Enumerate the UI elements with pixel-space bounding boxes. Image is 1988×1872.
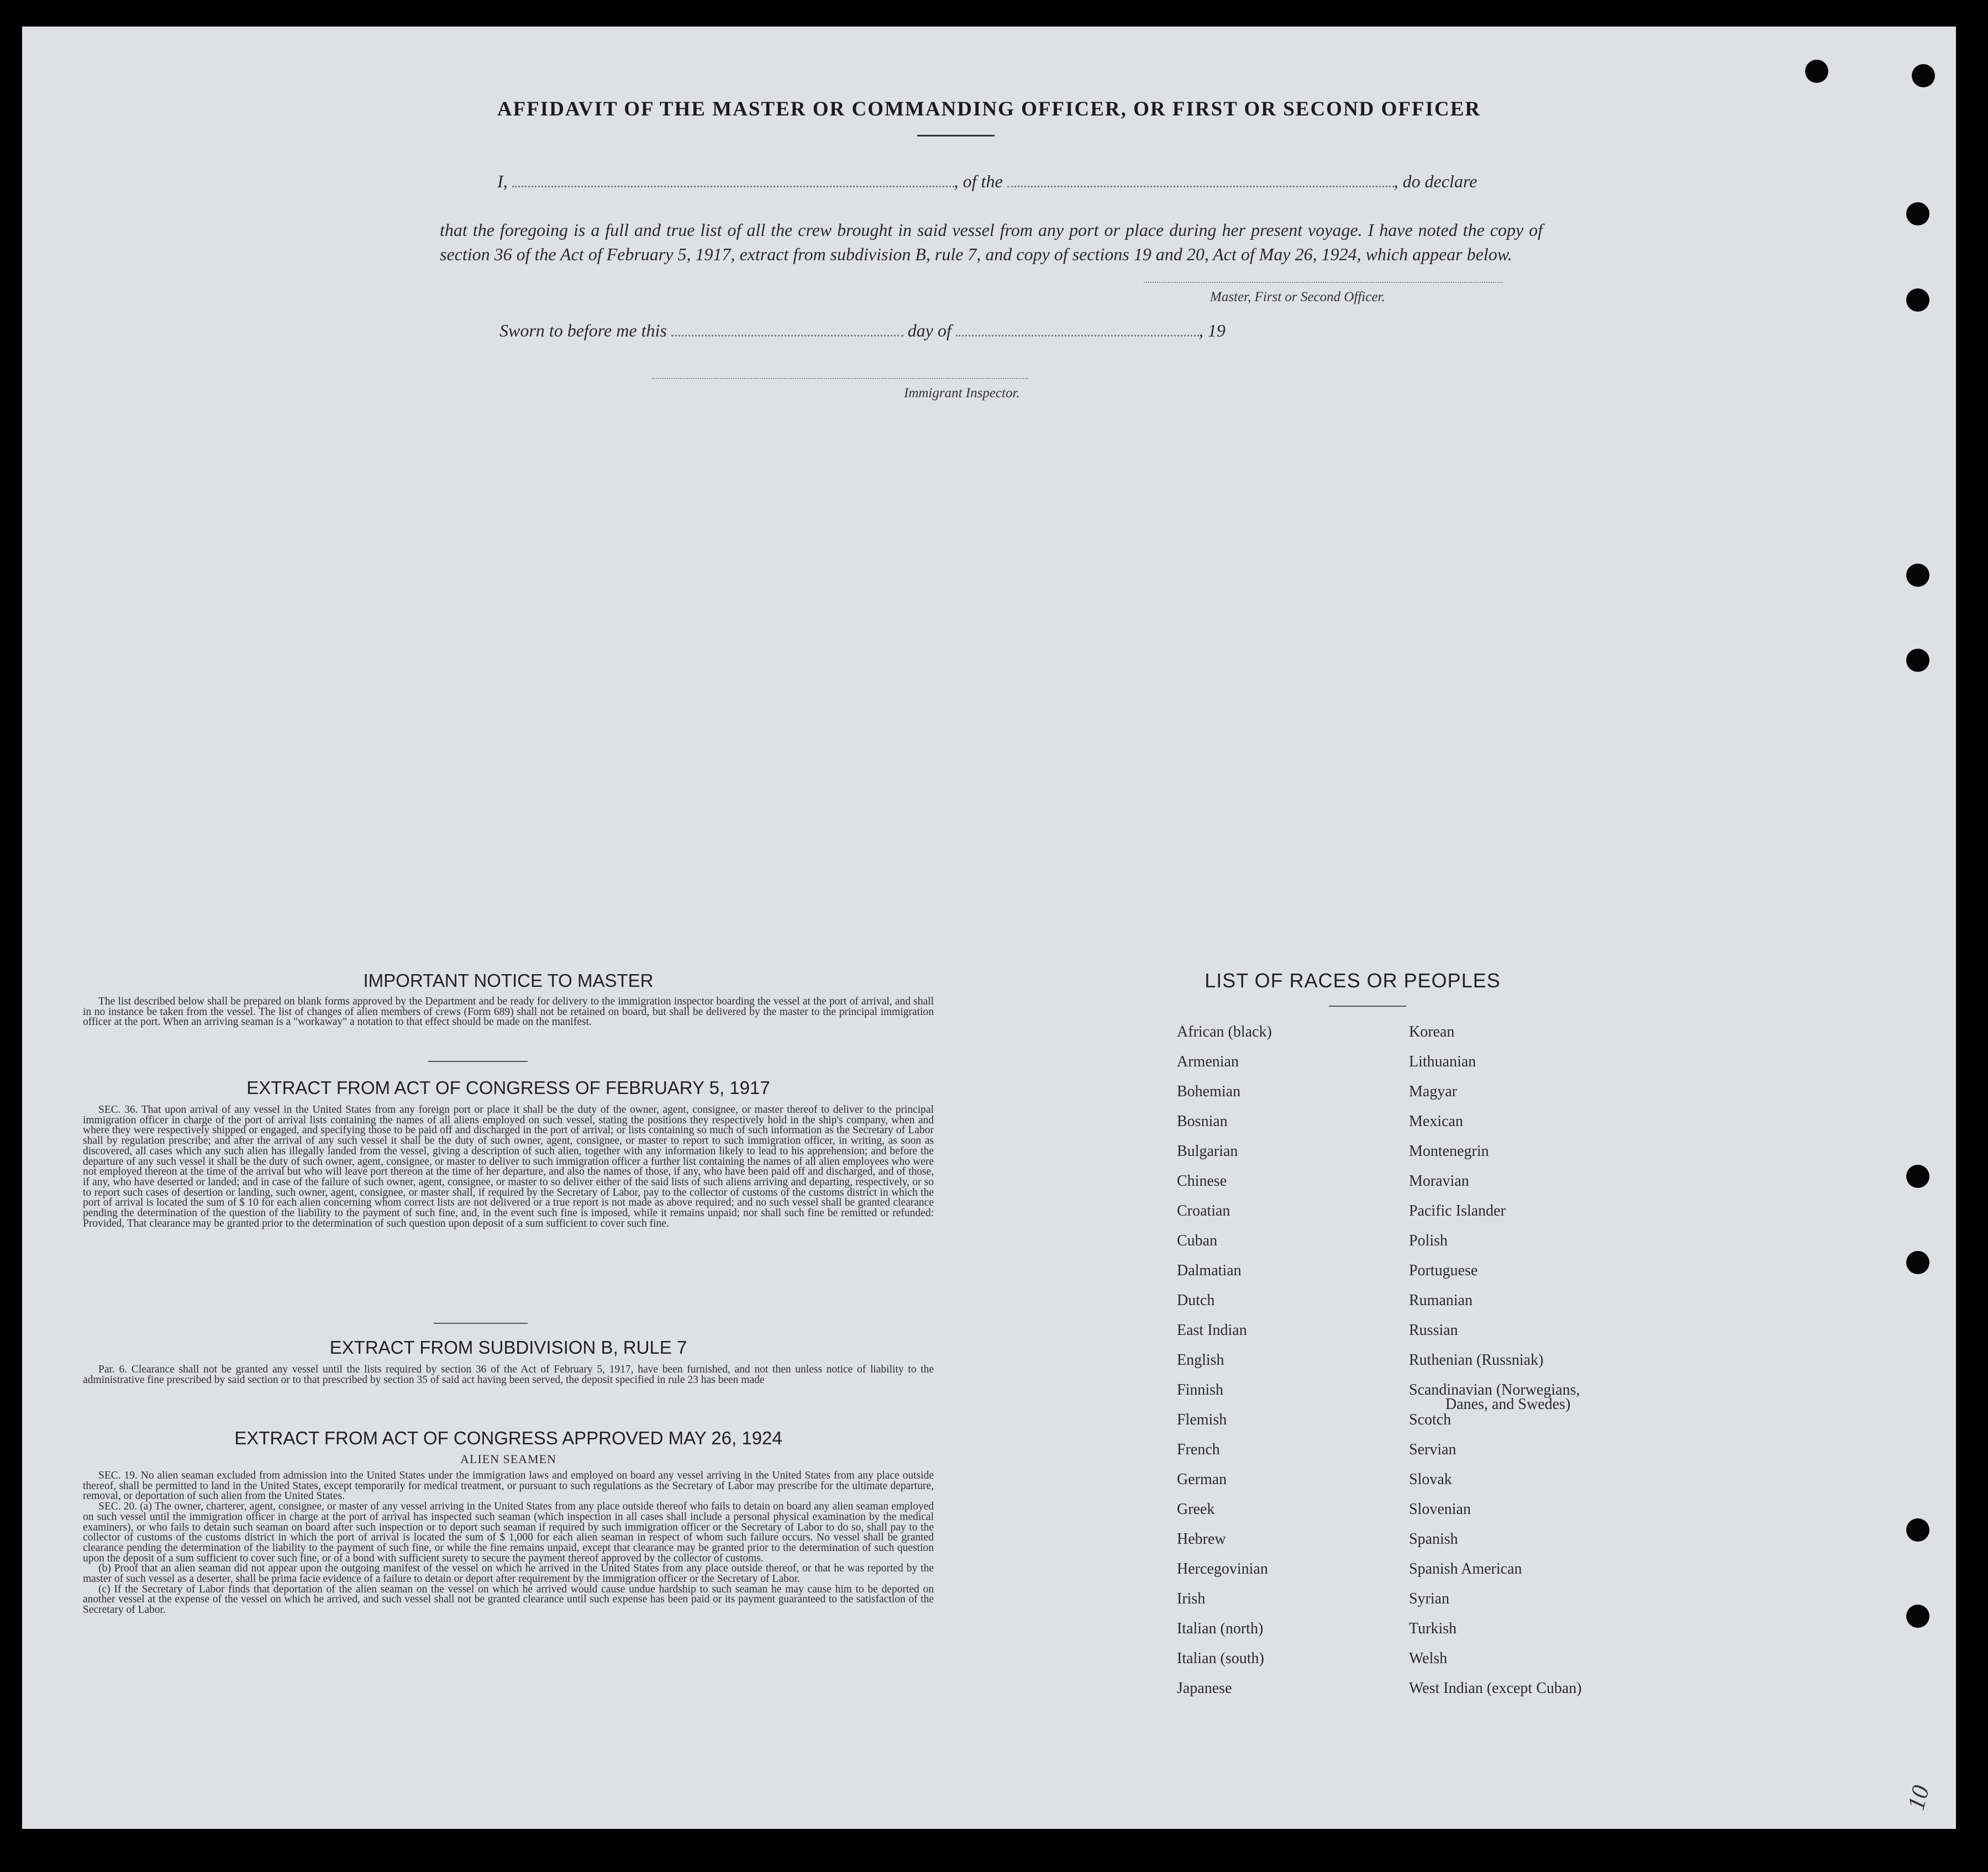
title-rule [917, 135, 995, 136]
of-the-label: , of the [954, 171, 1007, 191]
race-item: Spanish American [1409, 1560, 1522, 1577]
race-item: Scotch [1409, 1411, 1451, 1428]
race-item: Pacific Islander [1409, 1202, 1506, 1219]
race-item: Magyar [1409, 1083, 1458, 1100]
race-item: Slovak [1409, 1471, 1452, 1488]
sworn-month-field[interactable] [956, 318, 1199, 336]
race-item-continued: Danes, and Swedes) [1445, 1396, 1571, 1413]
race-item: Spanish [1409, 1531, 1458, 1548]
punch-hole [1906, 288, 1929, 312]
day-of-label: day of [903, 320, 956, 340]
punch-hole [1906, 1605, 1929, 1628]
race-item: Mexican [1409, 1113, 1463, 1130]
extract-1917-title: EXTRACT FROM ACT OF CONGRESS OF FEBRUARY 5, 1917 [246, 1077, 770, 1098]
race-item: Syrian [1409, 1590, 1450, 1607]
punch-hole [1906, 202, 1929, 225]
race-item: Turkish [1409, 1620, 1457, 1637]
race-item: Welsh [1409, 1650, 1448, 1667]
race-item: English [1177, 1352, 1224, 1369]
race-item: Irish [1177, 1590, 1206, 1607]
inspector-signature-caption: Immigrant Inspector. [904, 386, 1020, 401]
race-item: Hercegovinian [1177, 1560, 1268, 1577]
section-rule [1329, 1006, 1406, 1007]
race-item: Korean [1409, 1023, 1455, 1040]
race-item: Japanese [1177, 1680, 1232, 1697]
race-item: Finnish [1177, 1381, 1224, 1398]
race-item: African (black) [1177, 1023, 1272, 1040]
race-item: Bulgarian [1177, 1143, 1238, 1160]
extract-1924-title: EXTRACT FROM ACT OF CONGRESS APPROVED MAY 26, 1924 [234, 1428, 782, 1448]
race-item: Rumanian [1409, 1292, 1473, 1309]
race-item: Scandinavian (Norwegians, [1409, 1381, 1580, 1398]
declarant-prefix: I, [497, 171, 512, 191]
punch-hole [1805, 60, 1828, 83]
race-item: German [1177, 1471, 1227, 1488]
race-item: Italian (north) [1177, 1620, 1264, 1637]
race-item: Polish [1409, 1232, 1448, 1249]
declaration-line-1 [497, 169, 1477, 192]
race-item: Italian (south) [1177, 1650, 1264, 1667]
race-item: Russian [1409, 1322, 1458, 1339]
race-item: East Indian [1177, 1322, 1247, 1339]
page-number: 10 [1902, 1782, 1935, 1813]
extract-1917-paragraph: SEC. 36. That upon arrival of any vessel in the United States from any foreign port or place it shall be the duty of the owner, agent, consignee, or master thereof to deliver to the principal immigration officer in charge of the port of arrival lists containing the names of all aliens employed on such vessel, stating the positions they respectively hold in the ship's company, when and where they were respectively shipped or engaged, and specifying those to be paid off and discharged in the port of arrival; or lists containing so much of such information as the Secretary of Labor shall by regulation prescribe; and after the arrival of any such vessel it shall be the duty of such owner, agent, consignee, or master to report to such immigration officer, in writing, as soon as discovered, all cases which any such alien has illegally landed from the vessel, giving a description of such alien, together with any information likely to lead to his apprehension; and before the departure of any such vessel it shall be the duty of such owner, agent, consignee, or master to deliver to such immigration officer a further list containing the names of all alien employees who were not employed thereon at the time of the arrival but who will leave port thereon at the time of her departure, and also the names of those, if any, who have been paid off and discharged, and of those, if any, who have deserted or landed; and in case of the failure of such owner, agent, consignee, or master to so deliver either of the said lists of such aliens arriving and departing, respectively, or so to report such cases of desertion or landing, such owner, agent, consignee, or master shall, if required by the Secretary of Labor, pay to the collector of customs of the customs district in which the port of arrival is located the sum of $ 10 for each alien concerning whom correct lists are not delivered or a true report is not made as above required; and no such vessel shall be granted clearance pending the determination of the question of the liability to the payment of such fine, and, in the event such fine is imposed, while it remains unpaid; nor shall such fine be remitted or refunded: Provided, That clearance may be granted prior to the determination of such question upon deposit of a sum sufficient to cover such fine. [83, 1104, 934, 1229]
extract-1917-text [83, 1105, 934, 1229]
notice-text [83, 997, 934, 1028]
sworn-day-field[interactable] [671, 318, 903, 336]
declaration-body: that the foregoing is a full and true list of all the crew brought in said vessel from any port or place during her present voyage. I have noted the copy of section 36 of the Act of February 5, 1917, extract from subdivision B, rule 7, and copy of sections 19 and 20, Act of May 26, 1924, which appear below. [440, 220, 1543, 264]
year-prefix: , 19 [1198, 320, 1226, 340]
race-item: Cuban [1177, 1232, 1218, 1249]
inspector-signature-line[interactable] [652, 378, 1028, 379]
race-item: Moravian [1409, 1172, 1469, 1190]
form-sheet [22, 27, 1956, 1829]
punch-hole [1906, 1251, 1929, 1274]
races-title: LIST OF RACES OR PEOPLES [1205, 969, 1501, 992]
affidavit-title: AFFIDAVIT OF THE MASTER OR COMMANDING OFFICER, OR FIRST OR SECOND OFFICER [497, 98, 1481, 120]
race-item: Greek [1177, 1501, 1215, 1518]
extract-1924-text [83, 1471, 934, 1616]
race-item: Slovenian [1409, 1501, 1471, 1518]
declarant-name-field[interactable] [512, 169, 954, 187]
race-item: Bosnian [1177, 1113, 1228, 1130]
race-item: Dalmatian [1177, 1262, 1242, 1279]
notice-title: IMPORTANT NOTICE TO MASTER [363, 970, 654, 991]
race-item: Dutch [1177, 1292, 1215, 1309]
punch-hole [1906, 1518, 1929, 1542]
punch-hole [1906, 564, 1929, 587]
race-item: Lithuanian [1409, 1053, 1476, 1070]
sec20a-paragraph: SEC. 20. (a) The owner, charterer, agent, consignee, or master of any vessel arriving in the United States from any place outside thereof who fails to detain on board any alien seaman employed on such vessel until the immigration officer in charge at the port of arrival has inspected such seaman (which inspection in all cases shall include a personal physical examination by the medical examiners), or who fails to detain such seaman on board after such inspection or to deport such seaman if required by such immigration officer or the Secretary of Labor to do so, shall pay to the collector of customs of the customs district in which the port of arrival is located the sum of $ 1,000 for each alien seaman in respect of whom such failure occurs. No vessel shall be granted clearance pending the determination of the liability to the payment of such fine, or while the fine remains unpaid, except that clearance may be granted prior to the determination of such question upon the deposit of a sum sufficient to cover such fine, or of a bond with sufficient surety to secure the payment thereof approved by the collector of customs. [83, 1501, 934, 1564]
race-item: Chinese [1177, 1172, 1227, 1190]
punch-hole [1906, 649, 1929, 672]
section-rule [428, 1061, 528, 1062]
notice-paragraph: The list described below shall be prepared on blank forms approved by the Department and be ready for delivery to the immigration inspector boarding the vessel at the port of arrival, and shall in no instance be taken from the vessel. The list of changes of alien members of crews (Form 689) shall not be retained on board, but shall be delivered by the master to the principal immigration officer at the port. When an arriving seaman is a "workaway" a notation to that effect should be made on the manifest. [83, 996, 934, 1028]
officer-signature-line[interactable] [1144, 282, 1503, 283]
race-item: Montenegrin [1409, 1143, 1489, 1160]
race-item: Bohemian [1177, 1083, 1241, 1100]
race-item: Croatian [1177, 1202, 1230, 1219]
vessel-name-field[interactable] [1007, 169, 1394, 187]
rule7-paragraph: Par. 6. Clearance shall not be granted any vessel until the lists required by section 36 of the Act of February 5, 1917, have been furnished, and not then unless notice of liability to the administrative fine prescribed by said section or to that prescribed by section 35 of said act having been served, the deposit specified in rule 23 has been made [83, 1364, 934, 1386]
sec20b-paragraph: (b) Proof that an alien seaman did not appear upon the outgoing manifest of the vessel on which he arrived in the United States from any place outside thereof, or that he was reported by the master of such vessel as a deserter, shall be prima facie evidence of a failure to detain or deport after requirement by the immigration officer or the Secretary of Labor. [83, 1563, 934, 1585]
punch-hole [1912, 64, 1935, 87]
section-rule [434, 1323, 528, 1324]
rule7-text [83, 1365, 934, 1385]
sworn-line [499, 318, 1226, 341]
extract-1924-subtitle: ALIEN SEAMEN [460, 1452, 556, 1466]
race-item: Servian [1409, 1441, 1456, 1458]
sec20c-paragraph: (c) If the Secretary of Labor finds that deportation of the alien seaman on the vessel on which he arrived would cause undue hardship to such seaman he may cause him to be deported on another vessel at the expense of the vessel on which he arrived, and such vessel shall not be granted clearance until such expense has been paid or its payment guaranteed to the satisfaction of the Secretary of Labor. [83, 1583, 934, 1616]
race-item: Hebrew [1177, 1531, 1226, 1548]
officer-signature-caption: Master, First or Second Officer. [1210, 290, 1385, 304]
sworn-label: Sworn to before me this [499, 320, 671, 340]
race-item: West Indian (except Cuban) [1409, 1680, 1582, 1697]
sec19-paragraph: SEC. 19. No alien seaman excluded from admission into the United States under the immigration laws and employed on board any vessel arriving in the United States from any place outside thereof, shall be permitted to land in the United States, except temporarily for medical treatment, or pursuant to such regulations as the Secretary of Labor may prescribe for the ultimate departure, removal, or deportation of such alien from the United States. [83, 1470, 934, 1502]
rule7-title: EXTRACT FROM SUBDIVISION B, RULE 7 [329, 1337, 687, 1358]
race-item: Flemish [1177, 1411, 1227, 1428]
race-item: Ruthenian (Russniak) [1409, 1352, 1544, 1369]
do-declare-label: , do declare [1393, 171, 1477, 191]
race-item: French [1177, 1441, 1220, 1458]
race-item: Armenian [1177, 1053, 1239, 1070]
race-item: Portuguese [1409, 1262, 1478, 1279]
punch-hole [1906, 1165, 1929, 1188]
